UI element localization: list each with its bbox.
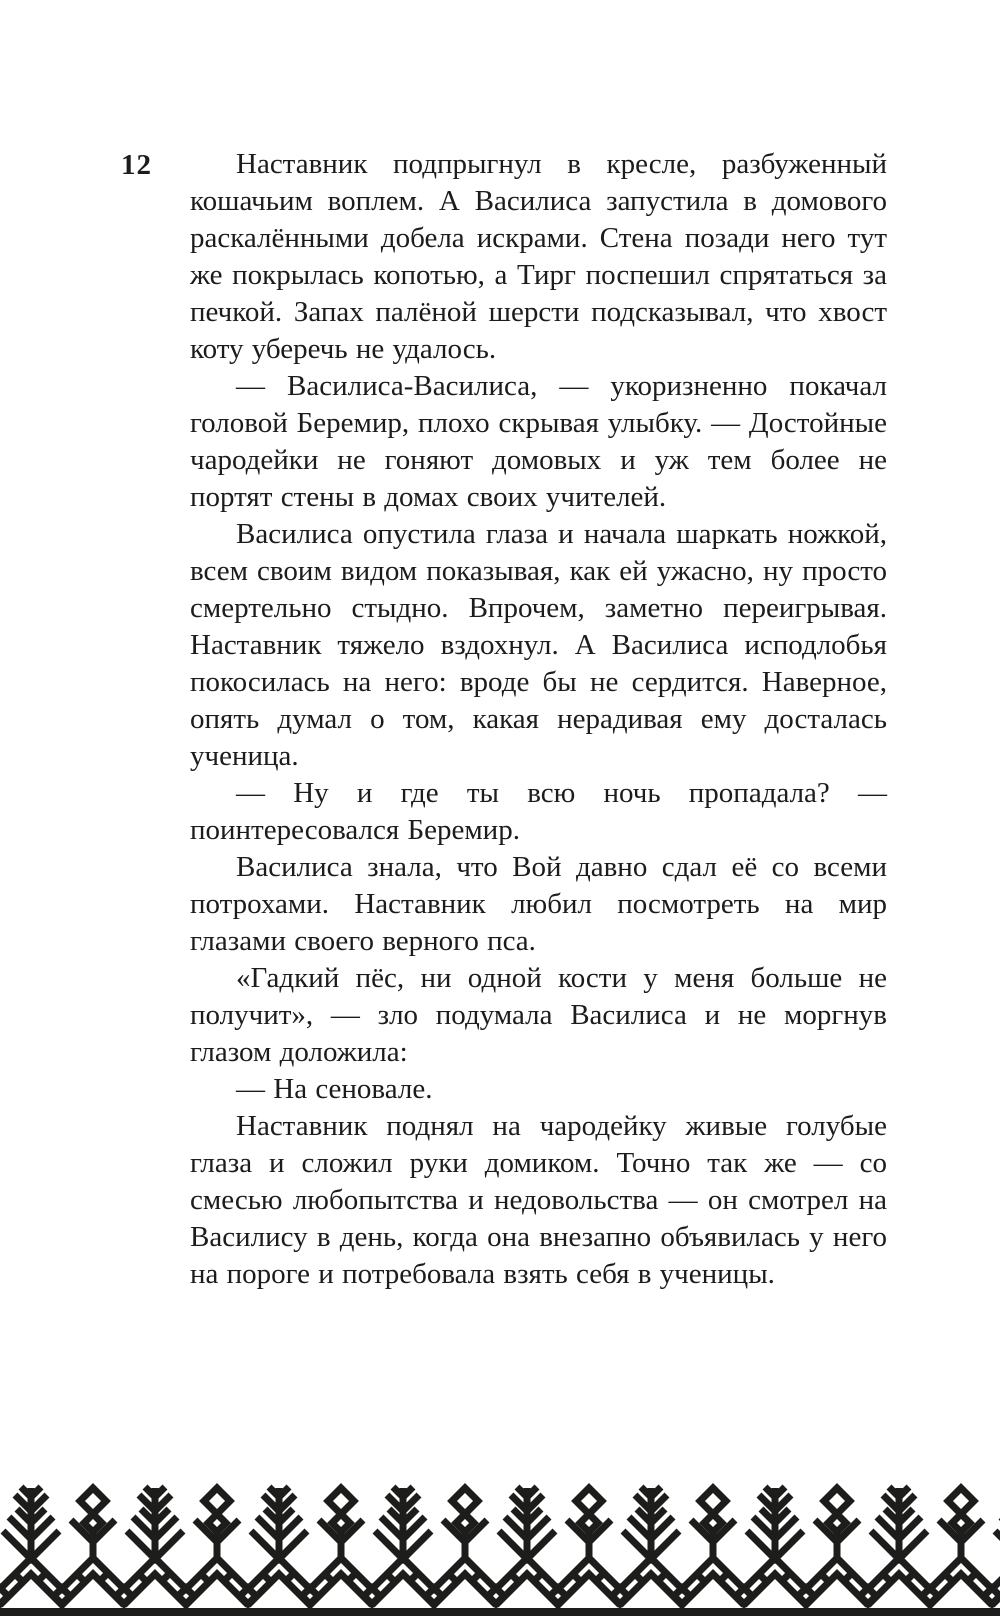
paragraph: Василиса знала, что Вой давно сдал её со всеми потрохами. Наставник любил посмотреть на мир глазами своего верного пса. [190,851,887,957]
paragraph: «Гадкий пёс, ни одной кости у меня больше не получит», — зло подумала Василиса и не моргнув глазом доложила: [190,962,887,1068]
page-number: 12 [121,149,152,181]
paragraph: Наставник подпрыгнул в кресле, разбуженный кошачьим воплем. А Василиса запустила в домового раскалёнными добела искрами. Стена позади него тут же покрылась копотью, а Тирг поспешил спрятаться за печкой. Запах палёной шерсти подсказывал, что хвост коту уберечь не удалось. [190,148,887,365]
paragraph: Василиса опустила глаза и начала шаркать ножкой, всем своим видом показывая, как ей ужасно, ну просто смертельно стыдно. Впрочем, заметно переигрывая. Наставник тяжело вздохнул. А Василиса исподлобья покосилась на него: вроде бы не сердится. Наверное, опять думал о том, какая нерадивая ему досталась ученица. [190,518,887,772]
paragraph: — Василиса-Василиса, — укоризненно покачал головой Беремир, плохо скрывая улыбку. — Достойные чародейки не гоняют домовых и уж тем более не портят стены в домах своих учителей. [190,370,887,513]
text-block [190,146,887,1293]
folk-border-pattern-icon [0,1476,1000,1616]
paragraph: — Ну и где ты всю ночь пропадала? — поинтересовался Беремир. [190,777,887,846]
paragraph: Наставник поднял на чародейку живые голубые глаза и сложил руки домиком. Точно так же — со смесью любопытства и недовольства — он смотрел на Василису в день, когда она внезапно объявилась у него на пороге и потребовала взять себя в ученицы. [190,1110,887,1290]
paragraph: — На сеновале. [236,1073,433,1105]
